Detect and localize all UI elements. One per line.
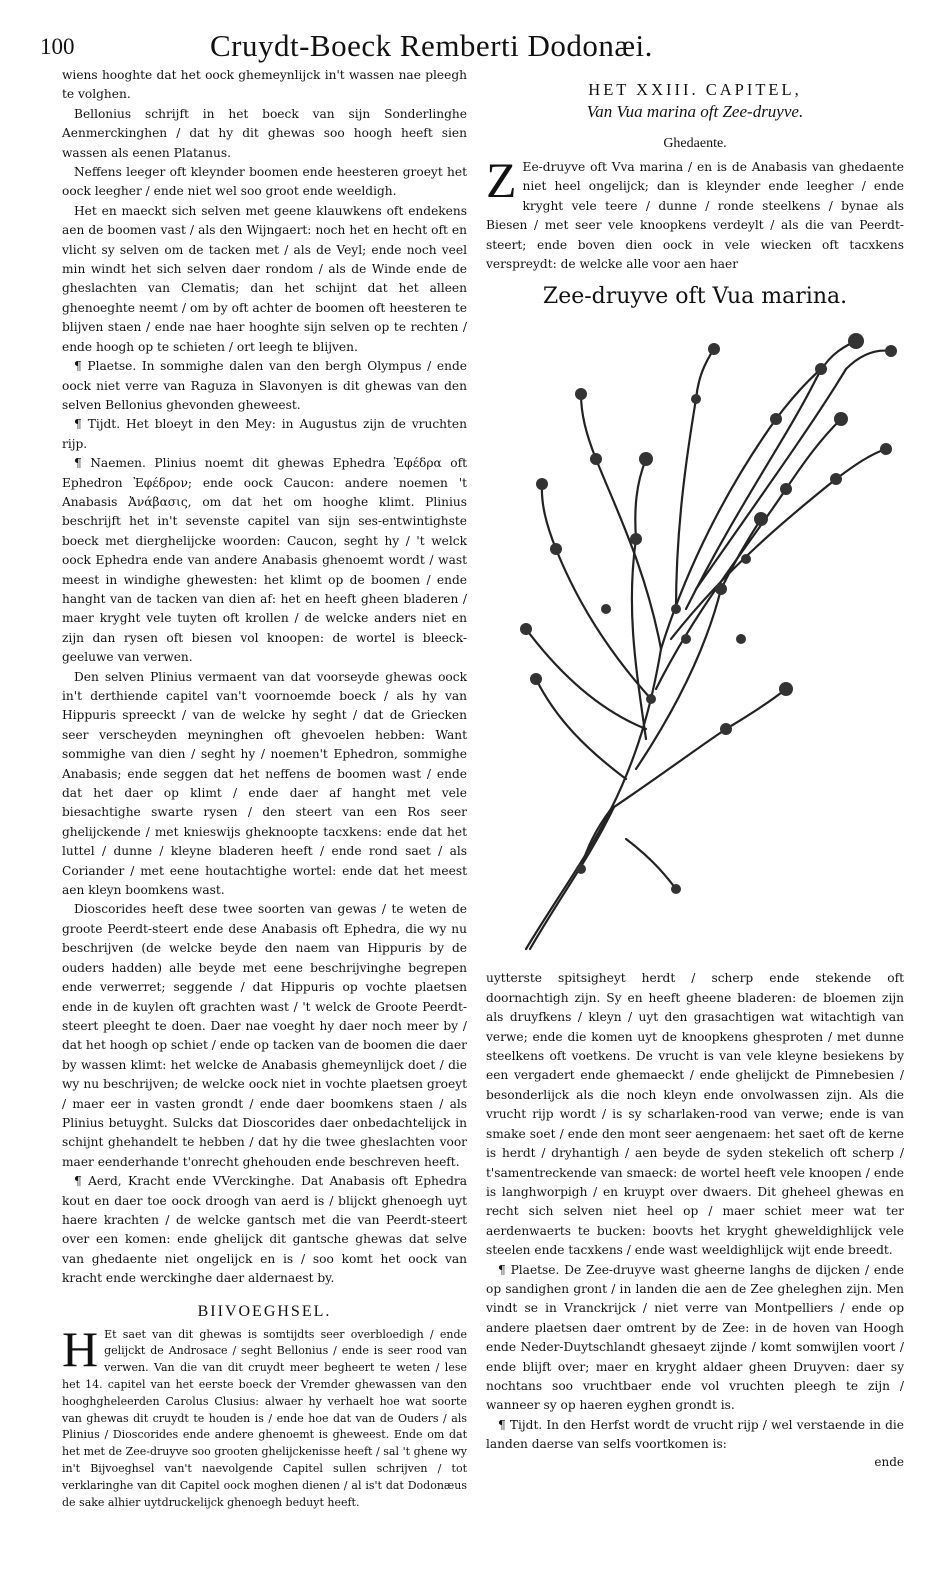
paragraph-tijdt: ¶ Tijdt. Het bloeyt in den Mey: in Augustus zijn de vruchten rijp. [62,417,467,451]
right-column [486,78,904,1469]
paragraph: wiens hooghte dat het oock ghemeynlijck in't wassen nae pleegh te volghen. [62,68,467,102]
left-column [62,66,467,1511]
figure-caption: Zee-druyve oft Vua marina. [542,284,848,310]
page-header [40,28,910,68]
bijvoeghsel-text [62,1320,467,1512]
chapter-heading: HET XXIII. CAPITEL, [588,80,802,99]
bijvoeghsel-body: Et saet van dit ghewas is somtijdts seer overbloedigh / ende gelijckt de Androsace / seght Bellonius / ende is seer rood van verwen. Van die van dit cruydt meer begheert te weten / lese het 14. capitel van het eerste boeck der Vremder ghewassen van den hooghgheleerden Carolus Clusius: alwaer hy verhaelt hoe wat soorte van ghewas dit cruydt te houden is / ende hoe dat van de Ouders / als Plinius / Dioscorides ende andere ghenoemt is gheweest. Ende om dat het met de Zee-druyve soo grooten ghelijckenisse heeft / sal 't ghene wy in't Bijvoeghsel van't naevolgende Capitel sullen schrijven / tot verklaringhe van dit Capitel oock moghen dienen / al is't dat Dodonæus de sake alhier uytdruckelijck ghenoegh beduyt heeft. [62,1327,467,1509]
running-head: Cruydt-Boeck Remberti Dodonæi. [210,28,653,63]
paragraph: Het en maeckt sich selven met geene klauwkens oft endekens aen de boomen vast / als den Wijngaert: noch het en hecht oft en vlicht sy selven om de tacken met / als de Veyl; ende noch veel min windt het sich selven daer rondom / als de Winde ende de gheslachten van Clematis; dan het schijnt dat het alleen ghenoeghte neemt / om by oft achter de boomen oft heesteren te blijven staen / ende nae haer hooghte sijn selven op te rechten / ende hoogh op te schieten / ort leegh te blijven. [62,203,467,354]
catchword: ende [874,1454,904,1469]
paragraph-aerd: ¶ Aerd, Kracht ende VVerckinghe. Dat Anabasis oft Ephedra kout en daer toe oock droogh van aerd is / blijckt ghenoegh uyt haere krachten / de welcke gantsch met die van Peerdt-steert over een komen: ende ghelijck dit gantsche ghewas dat selve van ghedaente niet ongelijck en is / soo komt het oock van kracht ende werckinghe daer aldernaest by. [62,1174,467,1286]
continuation-paragraph: uytterste spitsigheyt herdt / scherp ende stekende oft doornachtigh zijn. Sy en heeft gheene bladeren: de bloemen zijn als druyfkens / kleyn / uyt den grasachtigen wat witachtigh van verwe; ende die komen uyt de knoopkens ghesproten / met dunne steelkens oft voetkens. De vrucht is van vele kleyne besiekens by een vergadert ende ghemaeckt / ende ghelijckt de Pimnebesien / besonderlijck als die noch kleyn ende onvolwassen zijn. Als die vrucht rijp wordt / is sy scharlaken-rood van verwe; ende is van smake soet / ende den mont seer aengenaem: het saet oft de kerne is herdt / dryhantigh / aen beyde de syden stekelich oft scherp / t'samentreckende van smaeck: de wortel heeft vele knoopen / ende is langhworpigh / en kruypt over dwaers. Dit gheheel ghewas en recht sich selven niet heel op / maer schiet meer wat ter aerdenwaerts te bucken: boovts het kryght gheweldighlijck vele steelen ende tacxkens / ende wast weeldighlijck wijt ende breedt. [486,971,904,1258]
drop-cap: Z [486,152,517,208]
paragraph-plaetse: ¶ Plaetse. De Zee-druyve wast gheerne langhs de dijcken / ende op sandighen gront / in landen die aen de Zee gheleghen zijn. Men vindt se in Vranckrijck / niet verre van Montpelliers / ende op andere plaetsen daer omtrent by de Zee: in de hoven van Hoogh ende Neder-Duytschlandt ghesaeyt zijnde / komt somwijlen voort / ende blijft over; maer en kryght aldaer gheen Druyven: daer sy nochtans soo vruchtbaer ende vol vruchten pleegh te zijn / wanneer sy op haeren eyghen grondt is. [486,1262,904,1413]
intro-paragraph [486,152,904,274]
sea-grape-plant-illustration [486,309,904,969]
paragraph-naemen: ¶ Naemen. Plinius noemt dit ghewas Ephedra Ἐφέδρα oft Ephedron Ἐφέδρον; ende oock Caucon: andere noemen 't Anabasis Ἀνάβασις, om dat het om hooghe klimt. Plinius beschrijft het in't sevenste capitel van sijn ses-entwintighste boeck met dierghelijcke woorden: Caucon, seght hy / 't welck oock Ephedra ende van andere Anabasis ghenoemt wordt / wast meest in windighe ghewesten: het klimt op de boomen / ende hanght van de tacken van dien af: het en heeft gheen bladeren / maer kryght vele tuyten oft krollen / de welcke anders niet en zijn dan rysen oft biesen vol knoopen: de wortel is bleeck-geeluwe van verwen. [62,456,467,665]
paragraph: Den selven Plinius vermaent van dat voorseyde ghewas oock in't derthiende capitel van't voornoemde boeck / als hy van Hippuris spreeckt / van de welcke hy seght / dat de Griecken seer verscheyden meyninghen oft ghevoelen hebben: Want sommighe van dien / seght hy / noemen't Ephedron, sommighe Anabasis; ende seggen dat het neffens de boomen wast / ende dat het daer op klimt / ende daer af hanght met vele biesachtighe swarte rysen / den steert van een Ros seer ghelijckende / met knieswijs gheknoopte tacxkens: ende dat het luttel / dunne / kleyne bladeren heeft / ende rond saet / als Coriander / met eene houtachtighe wortel: ende dat het meest aen kleyn boomkens wast. [62,669,467,898]
intro-body: Ee-druyve oft Vva marina / en is de Anabasis van ghedaente niet heel ongelijck; dan is kleynder ende leegher / ende kryght vele teere / dunne / ronde steelkens / bynae als Biesen / met seer vele knoopkens verdeylt / als die van Peerdt-steert; ende boven dien oock in vele wiecken oft tacxkens verspreydt: de welcke alle voor aen haer [486,160,904,272]
page-number: 100 [40,34,75,59]
paragraph: Bellonius schrijft in het boeck van sijn Sonderlinghe Aenmerckinghen / dat hy dit ghewas soo hoogh heeft sien wassen als eenen Platanus. [62,106,467,160]
drop-cap: H [62,1320,99,1377]
chapter-subtitle: Van Vua marina oft Zee-druyve. [586,102,804,121]
section-heading-ghedaente: Ghedaente. [663,136,727,151]
paragraph: Dioscorides heeft dese twee soorten van gewas / te weten de groote Peerdt-steert ende dese Anabasis oft Ephedra, die wy nu beschrijven (de welcke beyde den naem van Hippuris by de ouders hadden) alle beyde met eene beschrijvinghe begrepen ende verwerret; seggende / dat Hippuris op vochte plaetsen ende in de kuylen oft grachten wast / 't welck de Groote Peerdt-steert pleeght te doen. Daer nae voeght hy daer noch meer by / dat het hoogh op schiet / ende op tacken van de boomen die daer by wassen klimt: het welcke de Anabasis ghemeynlijck doet / die wy nu beschrijven; de welcke oock niet in vochte plaetsen groeyt / maer eer in vasten grondt / ende daer boomkens staen / als Plinius betuyght. Sulcks dat Dioscorides daer onbedachtelijck in schijnt ghehandelt te hebben / dat hy die twee gheslachten voor maer eenderhande t'onrecht ghehouden ende beschreven heeft. [62,902,467,1169]
paragraph: Neffens leeger oft kleynder boomen ende heesteren groeyt het oock leegher / ende niet wel soo groot ende weeldigh. [62,165,467,199]
bijvoeghsel-heading: BIIVOEGHSEL. [197,1302,332,1320]
paragraph-tijdt: ¶ Tijdt. In den Herfst wordt de vrucht rijp / wel verstaende in die landen daerse van selfs voortkomen is: [486,1417,904,1452]
paragraph-plaetse: ¶ Plaetse. In sommighe dalen van den bergh Olympus / ende oock niet verre van Raguza in Slavonyen is dit ghewas van den selven Bellonius ghevonden gheweest. [62,359,467,412]
